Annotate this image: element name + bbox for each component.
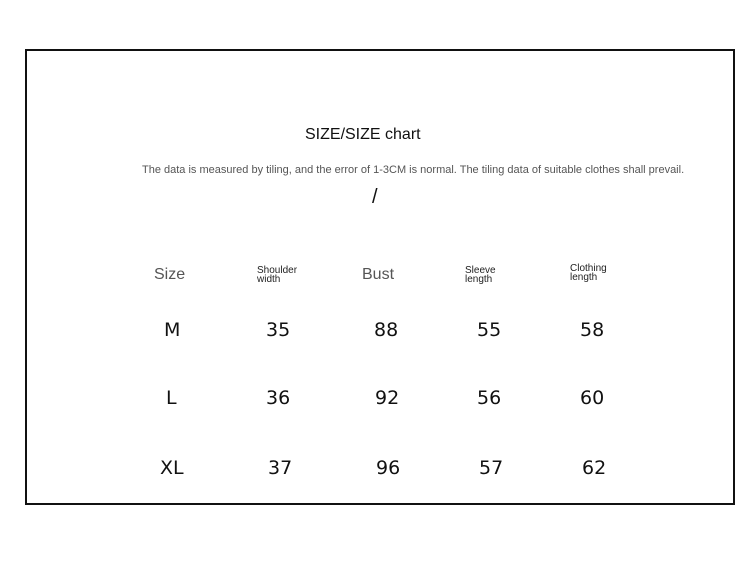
header-bust: Bust [362, 266, 395, 283]
table-cell-bust: 92 [375, 387, 400, 409]
chart-title: SIZE/SIZE chart [305, 126, 421, 143]
table-cell-length: 58 [580, 319, 605, 341]
table-cell-bust: 96 [376, 457, 401, 479]
table-cell-sleeve: 56 [477, 387, 502, 409]
separator-slash: / [372, 186, 378, 208]
chart-note: The data is measured by tiling, and the error of 1-3CM is normal. The tiling data of suitable clothes shall prevail. [142, 164, 685, 176]
table-cell-size: M [164, 319, 181, 341]
table-cell-shoulder: 35 [266, 319, 291, 341]
table-cell-sleeve: 55 [477, 319, 502, 341]
table-cell-size: L [166, 387, 177, 409]
table-cell-length: 62 [582, 457, 607, 479]
table-cell-size: XL [160, 457, 184, 479]
table-cell-shoulder: 37 [268, 457, 293, 479]
table-cell-shoulder: 36 [266, 387, 291, 409]
table-cell-sleeve: 57 [479, 457, 504, 479]
header-sleeve-length: Sleeve length [465, 265, 496, 285]
table-cell-bust: 88 [374, 319, 399, 341]
header-size: Size [154, 266, 186, 283]
table-cell-length: 60 [580, 387, 605, 409]
header-shoulder-width: Shoulder width [257, 265, 298, 285]
header-clothing-length: Clothing length [570, 263, 607, 283]
